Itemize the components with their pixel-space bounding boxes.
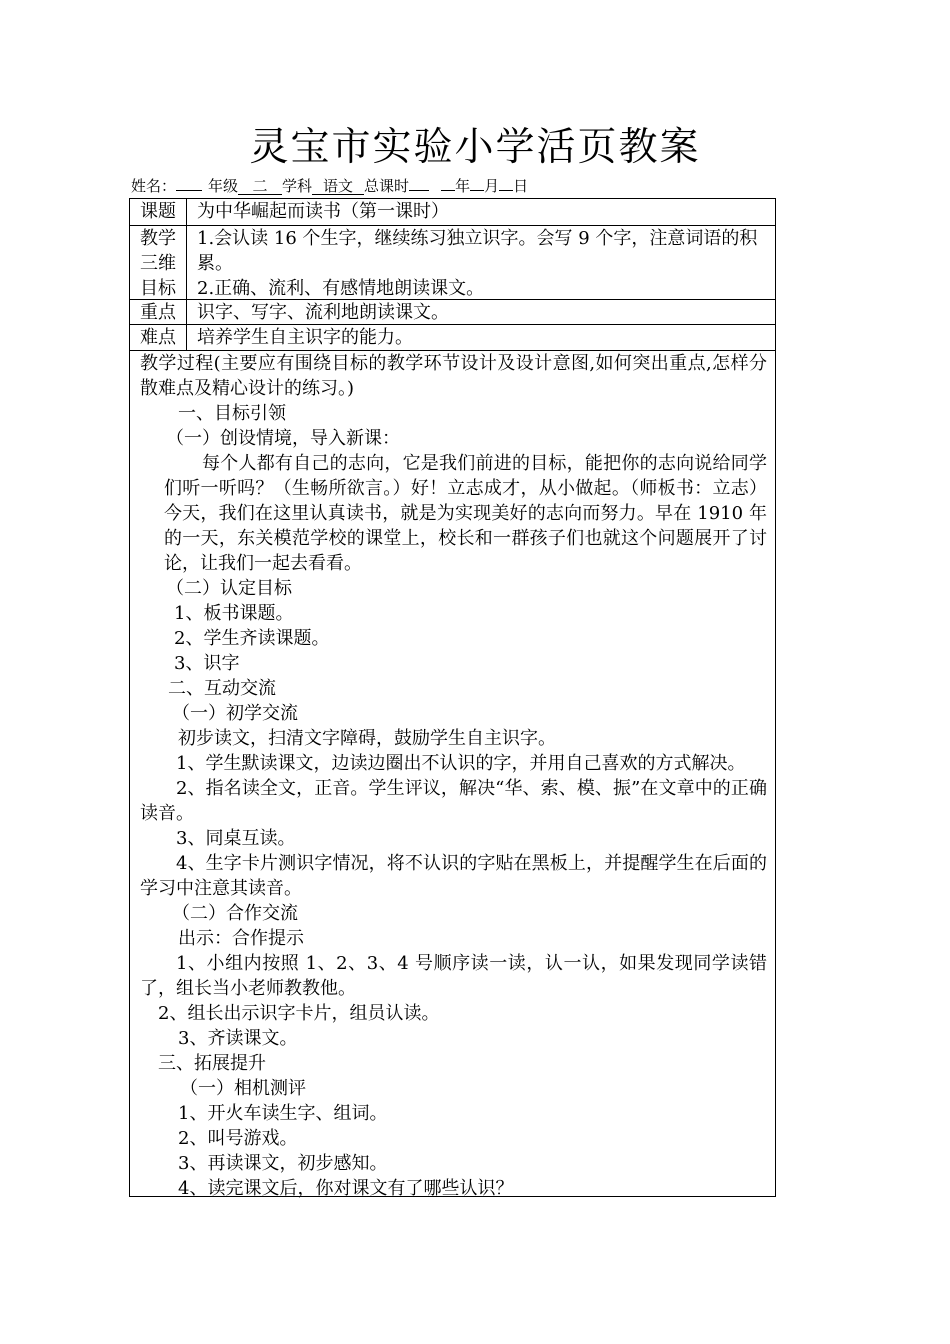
key-points-label: 重点 [130,300,187,324]
goals-row [130,226,775,300]
list-item: 3、识字 [174,653,240,674]
section-heading: 一、目标引领 [178,403,286,424]
goal-line: 2.正确、流利、有感情地朗读课文。 [197,278,485,299]
page-title: 灵宝市实验小学活页教案 [249,125,701,170]
subsection-heading: （二）合作交流 [172,903,298,924]
paragraph: 每个人都有自己的志向，它是我们前进的目标，能把你的志向说给同学们听一听吗？（生畅所欲言。）好！立志成才，从小做起。（师板书：立志）今天，我们在这里认真读书，就是为实现美好的志向而努力。早在 1910 年的一天，东关模范学校的课堂上，校长和一群孩子们也就这个问题展开了讨论，让我们一起去看看。 [164,453,767,574]
subject-value[interactable]: 语文 [312,179,364,195]
lesson-plan-table [129,198,776,1197]
list-item: 3、齐读课文。 [178,1028,298,1049]
list-item: 2、指名读全文，正音。学生评议，解决“华、索、模、振”在文章中的正确读音。 [140,778,767,824]
subsection-heading: （一）创设情境，导入新课： [166,428,400,449]
year-blank[interactable] [441,190,455,191]
list-item: 1、小组内按照 1、2、3、4 号顺序读一读，认一认，如果发现同学读错了，组长当小老师教教他。 [140,953,767,999]
subsection-heading: （一）相机测评 [180,1078,306,1099]
month-label: 月 [484,177,500,195]
teaching-process [140,351,767,1201]
month-blank[interactable] [470,190,484,191]
list-item: 1、板书课题。 [174,603,294,624]
difficulty-value: 培养学生自主识字的能力。 [197,327,413,348]
paragraph: 出示：合作提示 [178,928,304,949]
difficulty-row [130,325,775,351]
list-item: 1、开火车读生字、组词。 [178,1103,388,1124]
topic-row [130,199,775,226]
difficulty-label: 难点 [130,325,187,350]
subject-label: 学科 [282,177,313,195]
goal-line: 累。 [197,253,233,274]
name-label: 姓名： [131,177,177,195]
paragraph: 初步读文，扫清文字障碍，鼓励学生自主识字。 [178,728,556,749]
list-item: 3、再读课文，初步感知。 [178,1153,388,1174]
year-label: 年 [455,177,471,195]
topic-label: 课题 [130,199,187,225]
list-item: 4、生字卡片测识字情况，将不认识的字贴在黑板上，并提醒学生在后面的学习中注意其读音。 [140,853,767,899]
list-item: 2、叫号游戏。 [178,1128,298,1149]
goal-line: 1.会认读 16 个生字，继续练习独立识字。会写 9 个字，注意词语的积 [197,228,758,249]
list-item: 2、组长出示识字卡片，组员认读。 [158,1003,440,1024]
key-points-row [130,300,775,325]
list-item: 2、学生齐读课题。 [174,628,330,649]
name-blank[interactable] [176,190,202,191]
goals-value [197,226,767,301]
process-intro: 教学过程(主要应有围绕目标的教学环节设计及设计意图,如何突出重点,怎样分散难点及精心设计的练习。) [140,353,767,399]
section-heading: 二、互动交流 [168,678,276,699]
subsection-heading: （一）初学交流 [172,703,298,724]
grade-label: 年级 [208,177,239,195]
goals-label: 教学 三维 目标 [130,226,187,299]
grade-value[interactable]: 二 [238,179,282,195]
list-item: 3、同桌互读。 [176,828,296,849]
section-heading: 三、拓展提升 [158,1053,266,1074]
hours-blank[interactable] [409,190,429,191]
list-item: 1、学生默读课文，边读边圈出不认识的字，并用自己喜欢的方式解决。 [176,753,746,774]
list-item: 4、读完课文后，你对课文有了哪些认识？ [178,1178,514,1199]
day-blank[interactable] [499,190,513,191]
topic-value: 为中华崛起而读书（第一课时） [197,201,449,222]
hours-label: 总课时 [364,177,410,195]
header-meta [131,177,831,195]
subsection-heading: （二）认定目标 [166,578,292,599]
key-points-value: 识字、写字、流利地朗读课文。 [197,302,449,323]
day-label: 日 [513,177,529,195]
